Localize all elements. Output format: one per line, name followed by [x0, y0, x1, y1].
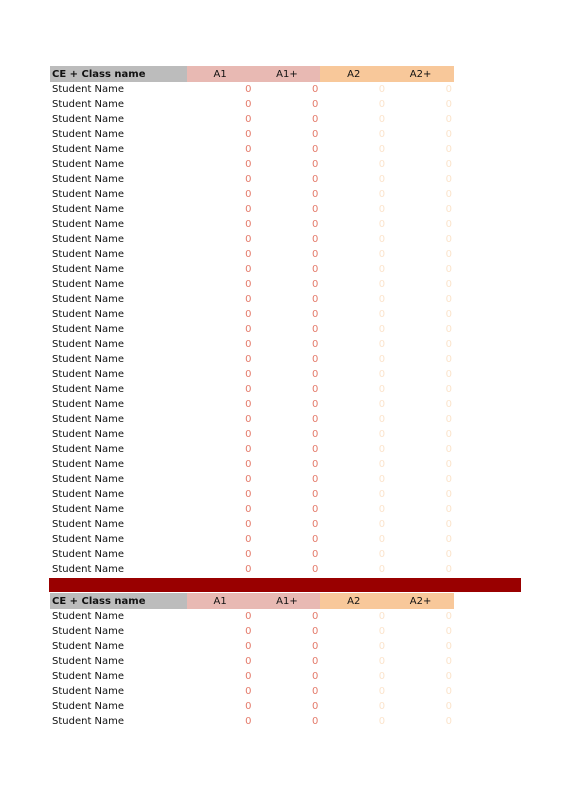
table-row [50, 624, 454, 639]
student-name-cell[interactable]: Student Name [52, 716, 125, 727]
score-cell[interactable]: 0 [378, 144, 386, 155]
score-cell[interactable]: 0 [378, 429, 386, 440]
score-cell[interactable]: 0 [245, 534, 252, 545]
table-header [50, 593, 454, 609]
score-cell[interactable]: 0 [245, 264, 252, 275]
table-row [50, 562, 454, 577]
score-cell[interactable]: 0 [311, 189, 319, 200]
table-row [50, 82, 454, 97]
score-cell[interactable]: 0 [245, 279, 252, 290]
score-cell[interactable]: 0 [445, 114, 452, 125]
student-name-cell[interactable]: Student Name [52, 701, 125, 712]
table-row [50, 639, 454, 654]
score-cell[interactable]: 0 [245, 189, 252, 200]
header-col-a1[interactable]: A1 [187, 66, 254, 82]
table-row [50, 397, 454, 412]
score-cell[interactable]: 0 [378, 84, 386, 95]
score-cell[interactable]: 0 [245, 519, 252, 530]
student-name-cell[interactable]: Student Name [52, 219, 125, 230]
table-row [50, 262, 454, 277]
score-cell[interactable]: 0 [378, 414, 386, 425]
score-cell[interactable]: 0 [245, 204, 252, 215]
score-cell[interactable]: 0 [445, 611, 452, 622]
student-name-cell[interactable]: Student Name [52, 399, 125, 410]
student-name-cell[interactable]: Student Name [52, 279, 125, 290]
score-cell[interactable]: 0 [378, 534, 386, 545]
score-cell[interactable]: 0 [311, 444, 319, 455]
score-cell[interactable]: 0 [378, 219, 386, 230]
table-row [50, 699, 454, 714]
score-cell[interactable]: 0 [311, 204, 319, 215]
score-cell[interactable]: 0 [378, 369, 386, 380]
score-cell[interactable]: 0 [378, 701, 386, 712]
score-cell[interactable]: 0 [445, 249, 452, 260]
score-cell[interactable]: 0 [311, 324, 319, 335]
score-cell[interactable]: 0 [378, 384, 386, 395]
score-cell[interactable]: 0 [311, 671, 319, 682]
score-cell[interactable]: 0 [445, 414, 452, 425]
score-cell[interactable]: 0 [311, 701, 319, 712]
score-cell[interactable]: 0 [445, 279, 452, 290]
score-cell[interactable]: 0 [245, 219, 252, 230]
score-cell[interactable]: 0 [445, 99, 452, 110]
table-row [50, 112, 454, 127]
section-divider [49, 578, 521, 592]
table-row [50, 714, 454, 729]
score-cell[interactable]: 0 [311, 279, 319, 290]
score-cell[interactable]: 0 [445, 701, 452, 712]
table-row [50, 427, 454, 442]
score-cell[interactable]: 0 [378, 686, 386, 697]
score-cell[interactable]: 0 [445, 626, 452, 637]
student-name-cell[interactable]: Student Name [52, 626, 125, 637]
table-row [50, 442, 454, 457]
score-cell[interactable]: 0 [378, 641, 386, 652]
table-row [50, 382, 454, 397]
score-cell[interactable]: 0 [445, 294, 452, 305]
score-cell[interactable]: 0 [445, 716, 452, 727]
score-cell[interactable]: 0 [245, 444, 252, 455]
score-cell[interactable]: 0 [378, 234, 386, 245]
header-class-name[interactable]: CE + Class name [50, 66, 187, 82]
header-col-a1[interactable]: A1 [187, 593, 254, 609]
score-cell[interactable]: 0 [245, 144, 252, 155]
table-row [50, 609, 454, 624]
score-cell[interactable]: 0 [378, 159, 386, 170]
score-cell[interactable]: 0 [445, 504, 452, 515]
score-cell[interactable]: 0 [378, 444, 386, 455]
table-row [50, 292, 454, 307]
score-cell[interactable]: 0 [378, 339, 386, 350]
student-name-cell[interactable]: Student Name [52, 534, 125, 545]
score-cell[interactable]: 0 [445, 129, 452, 140]
student-name-cell[interactable]: Student Name [52, 656, 125, 667]
score-cell[interactable]: 0 [245, 339, 252, 350]
score-cell[interactable]: 0 [378, 459, 386, 470]
score-cell[interactable]: 0 [445, 384, 452, 395]
student-name-cell[interactable]: Student Name [52, 144, 125, 155]
score-cell[interactable]: 0 [378, 324, 386, 335]
score-cell[interactable]: 0 [445, 459, 452, 470]
table-row [50, 502, 454, 517]
table-row [50, 97, 454, 112]
score-cell[interactable]: 0 [445, 474, 452, 485]
score-cell[interactable]: 0 [378, 671, 386, 682]
score-cell[interactable]: 0 [245, 99, 252, 110]
student-name-cell[interactable]: Student Name [52, 204, 125, 215]
table-row [50, 654, 454, 669]
score-cell[interactable]: 0 [445, 309, 452, 320]
table-row [50, 684, 454, 699]
student-name-cell[interactable]: Student Name [52, 339, 125, 350]
score-cell[interactable]: 0 [378, 474, 386, 485]
score-cell[interactable]: 0 [445, 686, 452, 697]
score-cell[interactable]: 0 [445, 219, 452, 230]
student-name-cell[interactable]: Student Name [52, 309, 125, 320]
score-cell[interactable]: 0 [311, 489, 319, 500]
header-class-name[interactable]: CE + Class name [50, 593, 187, 609]
score-cell[interactable]: 0 [245, 504, 252, 515]
score-cell[interactable]: 0 [445, 159, 452, 170]
score-cell[interactable]: 0 [445, 234, 452, 245]
table-header [50, 66, 454, 82]
score-cell[interactable]: 0 [445, 369, 452, 380]
student-name-cell[interactable]: Student Name [52, 114, 125, 125]
student-name-cell[interactable]: Student Name [52, 249, 125, 260]
table-row [50, 547, 454, 562]
score-cell[interactable]: 0 [311, 641, 319, 652]
score-cell[interactable]: 0 [445, 489, 452, 500]
score-cell[interactable]: 0 [311, 429, 319, 440]
student-name-cell[interactable]: Student Name [52, 429, 125, 440]
header-col-a1-plus[interactable]: A1+ [254, 593, 321, 609]
student-name-cell[interactable]: Student Name [52, 474, 125, 485]
student-name-cell[interactable]: Student Name [52, 264, 125, 275]
score-cell[interactable]: 0 [245, 611, 252, 622]
table-row [50, 472, 454, 487]
score-cell[interactable]: 0 [311, 534, 319, 545]
score-cell[interactable]: 0 [311, 219, 319, 230]
table-row [50, 202, 454, 217]
score-cell[interactable]: 0 [311, 716, 319, 727]
score-cell[interactable]: 0 [378, 354, 386, 365]
header-col-a2-plus[interactable]: A2+ [387, 66, 454, 82]
score-cell[interactable]: 0 [311, 656, 319, 667]
score-cell[interactable]: 0 [311, 159, 319, 170]
student-name-cell[interactable]: Student Name [52, 99, 125, 110]
score-cell[interactable]: 0 [311, 294, 319, 305]
score-cell[interactable]: 0 [378, 204, 386, 215]
score-cell[interactable]: 0 [445, 324, 452, 335]
score-cell[interactable]: 0 [245, 429, 252, 440]
score-cell[interactable]: 0 [245, 249, 252, 260]
student-name-cell[interactable]: Student Name [52, 686, 125, 697]
score-cell[interactable]: 0 [245, 234, 252, 245]
grade-table-1 [50, 66, 454, 577]
table-row [50, 532, 454, 547]
score-cell[interactable]: 0 [378, 189, 386, 200]
score-cell[interactable]: 0 [445, 339, 452, 350]
score-cell[interactable]: 0 [445, 641, 452, 652]
score-cell[interactable]: 0 [378, 114, 386, 125]
table-row [50, 307, 454, 322]
score-cell[interactable]: 0 [245, 459, 252, 470]
score-cell[interactable]: 0 [311, 144, 319, 155]
score-cell[interactable]: 0 [311, 234, 319, 245]
header-col-a2[interactable]: A2 [320, 66, 387, 82]
student-name-cell[interactable]: Student Name [52, 174, 125, 185]
table-row [50, 187, 454, 202]
student-name-cell[interactable]: Student Name [52, 549, 125, 560]
table-row [50, 232, 454, 247]
header-col-a2-plus[interactable]: A2+ [387, 593, 454, 609]
score-cell[interactable]: 0 [445, 204, 452, 215]
score-cell[interactable]: 0 [311, 354, 319, 365]
score-cell[interactable]: 0 [245, 489, 252, 500]
score-cell[interactable]: 0 [445, 671, 452, 682]
student-name-cell[interactable]: Student Name [52, 519, 125, 530]
score-cell[interactable]: 0 [311, 249, 319, 260]
student-name-cell[interactable]: Student Name [52, 489, 125, 500]
score-cell[interactable]: 0 [311, 384, 319, 395]
score-cell[interactable]: 0 [378, 549, 386, 560]
student-name-cell[interactable]: Student Name [52, 444, 125, 455]
score-cell[interactable]: 0 [311, 519, 319, 530]
score-cell[interactable]: 0 [245, 309, 252, 320]
score-cell[interactable]: 0 [378, 519, 386, 530]
score-cell[interactable]: 0 [245, 114, 252, 125]
score-cell[interactable]: 0 [311, 399, 319, 410]
score-cell[interactable]: 0 [378, 279, 386, 290]
student-name-cell[interactable]: Student Name [52, 159, 125, 170]
score-cell[interactable]: 0 [311, 459, 319, 470]
score-cell[interactable]: 0 [378, 99, 386, 110]
score-cell[interactable]: 0 [311, 369, 319, 380]
score-cell[interactable]: 0 [445, 534, 452, 545]
table-row [50, 277, 454, 292]
score-cell[interactable]: 0 [445, 399, 452, 410]
score-cell[interactable]: 0 [378, 564, 386, 575]
header-col-a2[interactable]: A2 [320, 593, 387, 609]
score-cell[interactable]: 0 [378, 399, 386, 410]
score-cell[interactable]: 0 [311, 549, 319, 560]
table-row [50, 457, 454, 472]
score-cell[interactable]: 0 [445, 84, 452, 95]
table-row [50, 412, 454, 427]
table-row [50, 352, 454, 367]
score-cell[interactable]: 0 [445, 519, 452, 530]
score-cell[interactable]: 0 [245, 174, 252, 185]
student-name-cell[interactable]: Student Name [52, 324, 125, 335]
table-row [50, 157, 454, 172]
score-cell[interactable]: 0 [311, 626, 319, 637]
student-name-cell[interactable]: Student Name [52, 414, 125, 425]
score-cell[interactable]: 0 [378, 249, 386, 260]
table-row [50, 217, 454, 232]
score-cell[interactable]: 0 [311, 686, 319, 697]
student-name-cell[interactable]: Student Name [52, 384, 125, 395]
score-cell[interactable]: 0 [311, 174, 319, 185]
score-cell[interactable]: 0 [445, 429, 452, 440]
student-name-cell[interactable]: Student Name [52, 189, 125, 200]
score-cell[interactable]: 0 [445, 564, 452, 575]
table-row [50, 337, 454, 352]
score-cell[interactable]: 0 [378, 626, 386, 637]
score-cell[interactable]: 0 [245, 671, 252, 682]
student-name-cell[interactable]: Student Name [52, 504, 125, 515]
score-cell[interactable]: 0 [378, 309, 386, 320]
score-cell[interactable]: 0 [245, 564, 252, 575]
score-cell[interactable]: 0 [245, 626, 252, 637]
table-row [50, 322, 454, 337]
student-name-cell[interactable]: Student Name [52, 611, 125, 622]
score-cell[interactable]: 0 [311, 129, 319, 140]
student-name-cell[interactable]: Student Name [52, 459, 125, 470]
score-cell[interactable]: 0 [245, 294, 252, 305]
table-row [50, 669, 454, 684]
score-cell[interactable]: 0 [245, 84, 252, 95]
score-cell[interactable]: 0 [445, 189, 452, 200]
header-col-a1-plus[interactable]: A1+ [254, 66, 321, 82]
score-cell[interactable]: 0 [378, 611, 386, 622]
score-cell[interactable]: 0 [445, 549, 452, 560]
score-cell[interactable]: 0 [378, 264, 386, 275]
table-row [50, 517, 454, 532]
table-row [50, 367, 454, 382]
student-name-cell[interactable]: Student Name [52, 641, 125, 652]
table-row [50, 487, 454, 502]
score-cell[interactable]: 0 [311, 474, 319, 485]
score-cell[interactable]: 0 [378, 504, 386, 515]
score-cell[interactable]: 0 [245, 129, 252, 140]
score-cell[interactable]: 0 [311, 114, 319, 125]
score-cell[interactable]: 0 [245, 354, 252, 365]
student-name-cell[interactable]: Student Name [52, 354, 125, 365]
score-cell[interactable]: 0 [245, 716, 252, 727]
score-cell[interactable]: 0 [445, 354, 452, 365]
student-name-cell[interactable]: Student Name [52, 294, 125, 305]
spreadsheet-page [50, 66, 522, 729]
score-cell[interactable]: 0 [378, 294, 386, 305]
student-name-cell[interactable]: Student Name [52, 129, 125, 140]
score-cell[interactable]: 0 [245, 384, 252, 395]
score-cell[interactable]: 0 [245, 324, 252, 335]
score-cell[interactable]: 0 [311, 99, 319, 110]
score-cell[interactable]: 0 [445, 174, 452, 185]
score-cell[interactable]: 0 [378, 716, 386, 727]
score-cell[interactable]: 0 [445, 656, 452, 667]
student-name-cell[interactable]: Student Name [52, 84, 125, 95]
grade-table-2 [50, 593, 454, 729]
score-cell[interactable]: 0 [445, 264, 452, 275]
student-name-cell[interactable]: Student Name [52, 234, 125, 245]
score-cell[interactable]: 0 [311, 339, 319, 350]
score-cell[interactable]: 0 [245, 369, 252, 380]
table-row [50, 172, 454, 187]
score-cell[interactable]: 0 [311, 564, 319, 575]
score-cell[interactable]: 0 [311, 264, 319, 275]
score-cell[interactable]: 0 [245, 399, 252, 410]
score-cell[interactable]: 0 [311, 611, 319, 622]
student-name-cell[interactable]: Student Name [52, 369, 125, 380]
score-cell[interactable]: 0 [378, 489, 386, 500]
table-row [50, 142, 454, 157]
table-row [50, 127, 454, 142]
score-cell[interactable]: 0 [311, 84, 319, 95]
score-cell[interactable]: 0 [311, 414, 319, 425]
score-cell[interactable]: 0 [245, 701, 252, 712]
student-name-cell[interactable]: Student Name [52, 564, 125, 575]
score-cell[interactable]: 0 [245, 474, 252, 485]
score-cell[interactable]: 0 [378, 129, 386, 140]
score-cell[interactable]: 0 [311, 504, 319, 515]
score-cell[interactable]: 0 [378, 174, 386, 185]
score-cell[interactable]: 0 [311, 309, 319, 320]
score-cell[interactable]: 0 [245, 686, 252, 697]
score-cell[interactable]: 0 [445, 144, 452, 155]
score-cell[interactable]: 0 [378, 656, 386, 667]
student-name-cell[interactable]: Student Name [52, 671, 125, 682]
score-cell[interactable]: 0 [245, 549, 252, 560]
score-cell[interactable]: 0 [245, 414, 252, 425]
table-row [50, 247, 454, 262]
score-cell[interactable]: 0 [245, 641, 252, 652]
score-cell[interactable]: 0 [245, 159, 252, 170]
score-cell[interactable]: 0 [245, 656, 252, 667]
score-cell[interactable]: 0 [445, 444, 452, 455]
